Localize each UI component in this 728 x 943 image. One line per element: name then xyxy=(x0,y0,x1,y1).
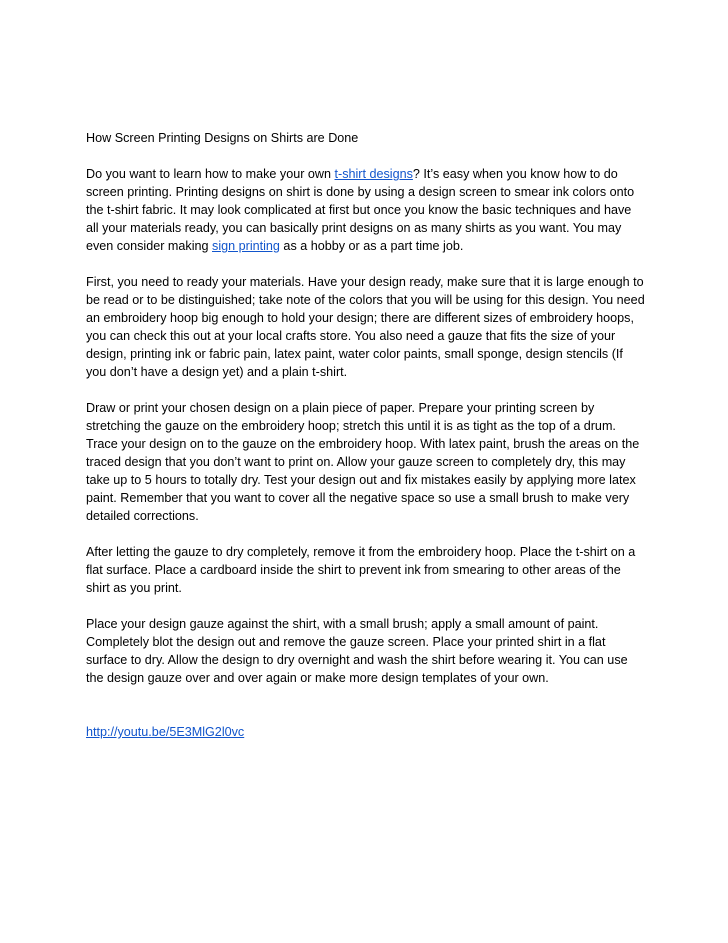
paragraph-intro-text-c: as a hobby or as a part time job. xyxy=(279,239,464,253)
sign-printing-link[interactable]: sign printing xyxy=(212,239,280,253)
youtube-video-link[interactable]: http://youtu.be/5E3MlG2l0vc xyxy=(86,725,245,739)
paragraph-intro-text-b: ? It’s easy when you know how to do screen printing. Printing designs on shirt is done by using a design screen to smear ink colors onto the t-shirt fabric. It may look complicated at first but once you know the basic techniques and have all your materials ready, you can basically print designs on as many shirts as you want. You may even consider making xyxy=(86,167,635,253)
paragraph-place-shirt: After letting the gauze to dry completely, remove it from the embroidery hoop. Place the t-shirt on a flat surface. Place a cardboard inside the shirt to prevent ink from smearing to other areas of the shirt as you print. xyxy=(86,545,636,595)
paragraph-intro-text-a: Do you want to learn how to make your own xyxy=(86,167,335,181)
paragraph-prepare-screen: Draw or print your chosen design on a plain piece of paper. Prepare your printing screen by stretching the gauze on the embroidery hoop; stretch this until it is as tight as the top of a drum. Trace your design on to the gauze on the embroidery hoop. With latex paint, brush the areas on the traced design that you don’t want to print on. Allow your gauze screen to completely dry, this may take up to 5 hours to totally dry. Test your design out and fix mistakes easily by applying more latex paint. Remember that you want to cover all the negative space so use a small brush to make very detailed corrections. xyxy=(86,401,640,523)
paragraph-intro xyxy=(86,165,646,255)
document-title: How Screen Printing Designs on Shirts are Done xyxy=(86,131,359,145)
paragraph-apply-paint: Place your design gauze against the shirt, with a small brush; apply a small amount of paint. Completely blot the design out and remove the gauze screen. Place your printed shirt in a flat surface to dry. Allow the design to dry overnight and wash the shirt before wearing it. You can use the design gauze over and over again or make more design templates of your own. xyxy=(86,617,628,685)
document-page xyxy=(86,129,646,741)
paragraph-materials: First, you need to ready your materials. Have your design ready, make sure that it is large enough to be read or to be distinguished; take note of the colors that you will be using for this design. You need an embroidery hoop big enough to hold your design; there are different sizes of embroidery hoops, you can check this out at your local crafts store. You also need a gauze that fits the size of your design, printing ink or fabric pain, latex paint, water color paints, small sponge, design stencils (If you don’t have a design yet) and a plain t-shirt. xyxy=(86,275,645,379)
video-link-block xyxy=(86,723,646,741)
tshirt-designs-link[interactable]: t-shirt designs xyxy=(334,167,413,181)
